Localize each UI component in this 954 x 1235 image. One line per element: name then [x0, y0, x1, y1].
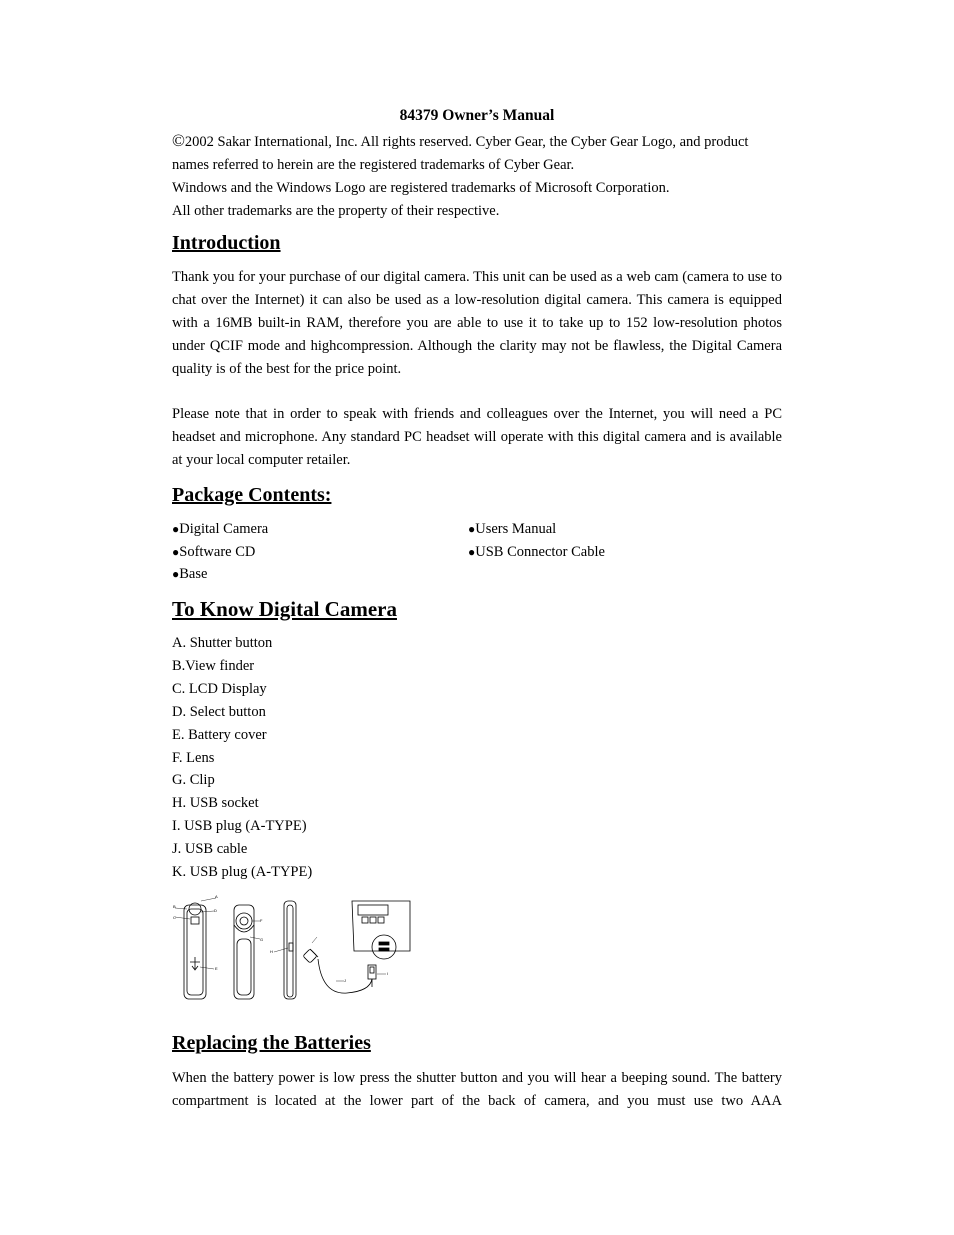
list-item: A. Shutter button — [172, 635, 273, 651]
callout-label: A — [215, 895, 218, 899]
copyright-notice — [172, 129, 782, 223]
introduction-paragraph-1: Thank you for your purchase of our digital camera. This unit can be used as a web cam (camera to use to chat over the Internet) it can also be used as a low-resolution digital camera. This camera is equipped with a 16MB built-in RAM, therefore you are able to use it to take up to 152 low-resolution photos under QCIF mode and highcompression. Although the clarity may not be flawless, the Digital Camera quality is of the best for the price point. — [172, 269, 782, 377]
list-item: J. USB cable — [172, 841, 248, 858]
know-camera-heading: To Know Digital Camera — [172, 597, 397, 621]
camera-front-drawing — [175, 898, 216, 999]
copyright-line-2: names referred to herein are the registered trademarks of Cyber Gear. — [172, 157, 575, 173]
camera-diagram — [172, 895, 412, 1003]
list-item: K. USB plug (A-TYPE) — [172, 864, 313, 881]
camera-back-drawing — [234, 905, 260, 999]
callout-label: H — [270, 949, 273, 954]
bullet-icon: ● — [172, 544, 180, 559]
list-item: ●Users Manual — [468, 521, 557, 537]
list-item: F. Lens — [172, 749, 215, 766]
list-item: G. Clip — [172, 772, 215, 789]
list-item: B.View finder — [172, 657, 255, 674]
camera-parts-list — [172, 632, 312, 884]
package-contents-list — [172, 518, 782, 586]
package-contents-heading: Package Contents: — [172, 484, 332, 506]
copyright-line-3: Windows and the Windows Logo are registered trademarks of Microsoft Corporation. — [172, 180, 670, 196]
callout-label: C — [173, 915, 176, 920]
list-item: H. USB socket — [172, 795, 259, 812]
copyright-symbol: © — [172, 131, 185, 150]
list-item: D. Select button — [172, 703, 266, 720]
usb-cable-drawing — [303, 937, 372, 993]
list-item: ●USB Connector Cable — [468, 543, 605, 560]
page-title: 84379 Owner’s Manual — [399, 107, 555, 124]
bullet-icon: ● — [468, 522, 476, 536]
bullet-icon: ● — [468, 544, 476, 559]
callout-label: F — [260, 918, 263, 923]
list-item: ●Base — [172, 566, 208, 583]
list-item: C. LCD Display — [172, 680, 267, 697]
bullet-icon: ● — [172, 522, 180, 536]
list-item: E. Battery cover — [172, 726, 267, 743]
copyright-line-1: ©2002 Sakar International, Inc. All rights reserved. Cyber Gear, the Cyber Gear Logo, and product — [172, 131, 749, 150]
callout-label: B — [173, 904, 176, 909]
callout-label: D — [214, 908, 217, 913]
copyright-line-4: All other trademarks are the property of their respective. — [172, 203, 500, 219]
list-item: ●Digital Camera — [172, 521, 269, 537]
batteries-paragraph: When the battery power is low press the shutter button and you will hear a beeping sound. The battery compartment is located at the lower part of the back of camera, and you must use two AAA — [172, 1070, 782, 1109]
callout-label: I — [387, 971, 389, 976]
introduction-paragraph-2: Please note that in order to speak with friends and colleagues over the Internet, you will need a PC headset and microphone. Any standard PC headset will operate with this digital camera and is available at your local computer retailer. — [172, 406, 782, 468]
callout-label: J — [344, 978, 346, 983]
list-item: ●Software CD — [172, 543, 256, 560]
callout-label: G — [260, 937, 264, 942]
list-item: I. USB plug (A-TYPE) — [172, 818, 307, 835]
camera-side-drawing — [274, 901, 296, 999]
pc-port-drawing — [352, 901, 410, 987]
introduction-heading: Introduction — [172, 232, 281, 254]
bullet-icon: ● — [172, 567, 180, 582]
callout-label: E — [215, 966, 218, 971]
replacing-batteries-heading: Replacing the Batteries — [172, 1032, 371, 1054]
